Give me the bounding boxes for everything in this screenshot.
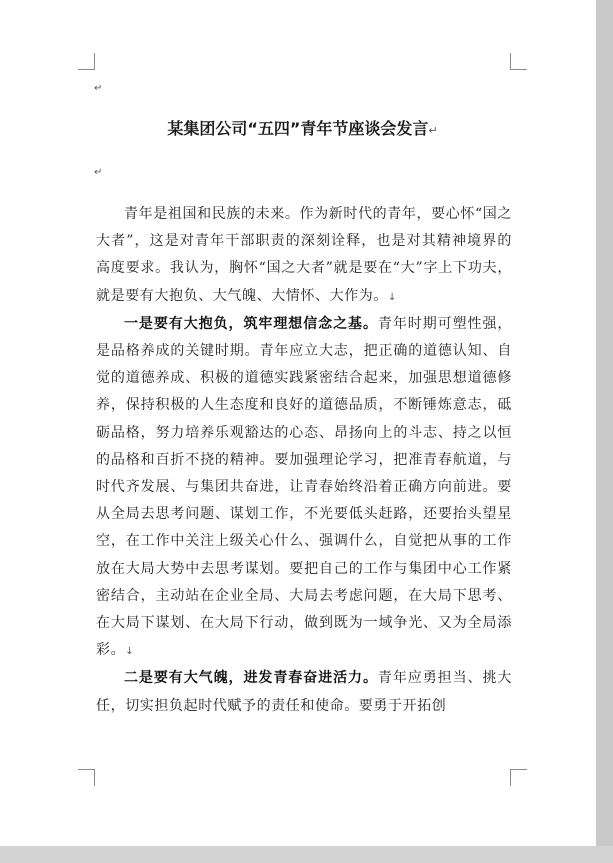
paragraph-point-one — [96, 311, 512, 666]
line-break-mark: ↓ — [125, 646, 135, 658]
paragraph-lead: 二是要有大气魄，进发青春奋进活力。 — [124, 670, 378, 687]
paragraph-text: 青年是祖国和民族的未来。作为新时代的青年，要心怀“国之大者”，这是对青年干部职责的深刻诠释，也是对其精神境界的高度要求。我认为，胸怀“国之大者”就是要在“大”字上下功夫，就是要有大抱负、大气魄、大情怀、大作为。 — [96, 206, 512, 304]
margin-corner-bottom-left — [78, 769, 95, 786]
empty-paragraph-mark: ↵ — [94, 83, 103, 94]
paragraph-lead: 一是要有大抱负，筑牢理想信念之基。 — [124, 315, 378, 332]
margin-corner-bottom-right — [510, 769, 527, 786]
paragraph-text: 青年时期可塑性强，是品格养成的关键时期。青年应立大志，把正确的道德认知、自觉的道德养成、积极的道德实践紧密结合起来，加强思想道德修养，保持积极的人生态度和良好的道德品质，不断锤炼意志，砥砺品格，努力培养乐观豁达的心态、昂扬向上的斗志、持之以恒的品格和百折不挠的精神。要加强理论学习，把准青春航道，与时代齐发展、与集团共奋进，让青春始终沿着正确方向前进。要从全局去思考问题、谋划工作，不光要低头赶路，还要抬头望星空，在工作中关注上级关心什么、强调什么，自觉把从事的工作放在大局大势中去思考谋划。要把自己的工作与集团中心工作紧密结合，主动站在企业全局、大局去考虑问题，在大局下思考、在大局下谋划、在大局下行动，做到既为一域争光、又为全局添彩。 — [96, 315, 512, 659]
paragraph-intro — [96, 201, 512, 311]
document-body[interactable] — [96, 201, 512, 720]
workspace-background — [0, 846, 613, 863]
empty-paragraph-mark-2: ↵ — [94, 167, 103, 178]
title-text: 某集团公司“五四”青年节座谈会发言 — [167, 119, 429, 138]
vertical-scrollbar[interactable] — [596, 0, 613, 863]
line-break-mark: ↓ — [388, 291, 397, 303]
paragraph-point-two — [96, 665, 512, 719]
title-paragraph-mark: ↵ — [428, 124, 438, 137]
margin-corner-top-left — [78, 53, 95, 70]
document-title[interactable] — [95, 118, 510, 142]
paragraph-text: 青年应勇担当、挑大任，切实担负起时代赋予的责任和使命。要勇于开拓创 — [96, 670, 512, 714]
margin-corner-top-right — [510, 53, 527, 70]
